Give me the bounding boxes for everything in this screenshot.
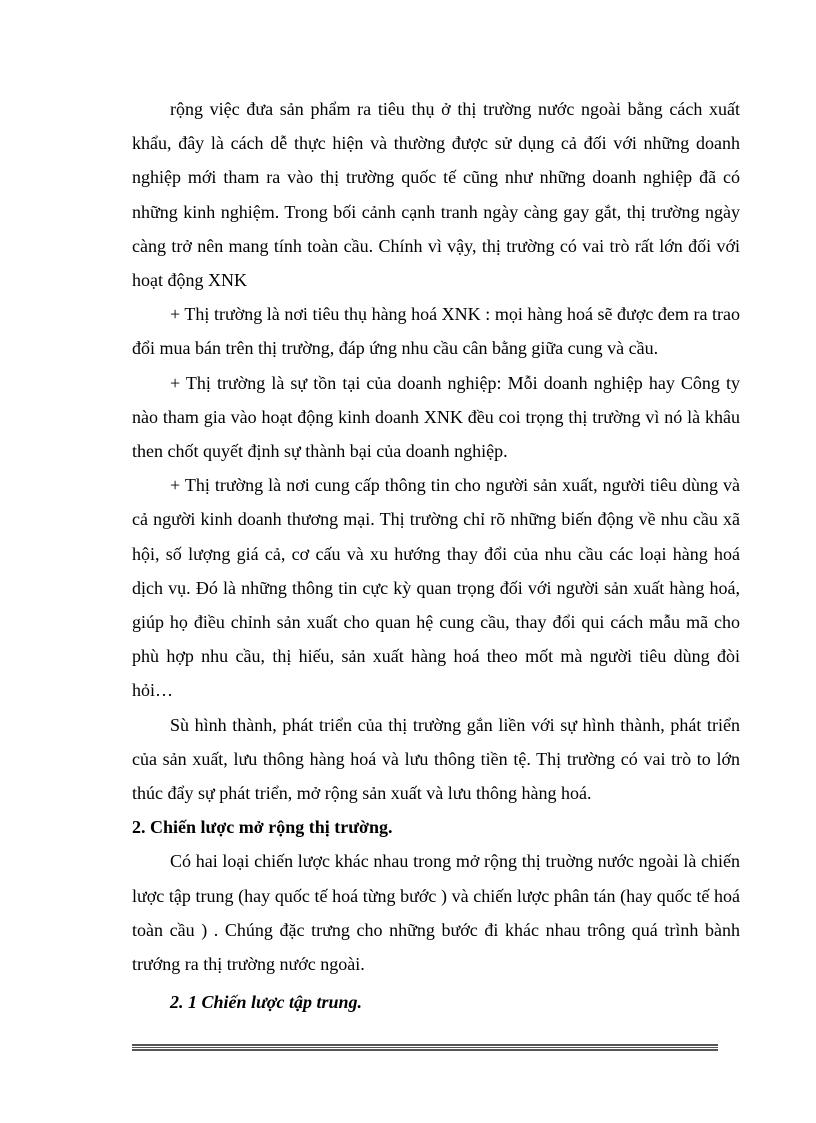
paragraph-market-existence: + Thị trường là sự tồn tại của doanh nghiệp: Mỗi doanh nghiệp hay Công ty nào tham gia vào hoạt động kinh doanh XNK đều coi trọng thị trường vì nó là khâu then chốt quyết định sự thành bại của doanh nghiệp. (132, 372, 740, 462)
paragraph-continuation: rộng việc đưa sản phẩm ra tiêu thụ ở thị trường nước ngoài bằng cách xuất khẩu, đây là cách dễ thực hiện và thường được sử dụng cả đối với những doanh nghiệp mới tham ra vào thị trường quốc tế cũng như những doanh nghiệp đã có những kinh nghiệm. Trong bối cảnh cạnh tranh ngày càng gay gắt, thị trường ngày càng trở nên mang tính toàn cầu. Chính vì vậy, thị trường có vai trò rất lớn đối với hoạt động XNK (132, 99, 740, 291)
subsection-heading: 2. 1 Chiến lược tập trung. (170, 992, 362, 1013)
paragraph-strategy-types: Có hai loại chiến lược khác nhau trong mở rộng thị truờng nước ngoài là chiến lược tập trung (hay quốc tế hoá từng bước ) và chiến lược phân tán (hay quốc tế hoá toàn cầu ) . Chúng đặc trưng cho những bước đi khác nhau trông quá trình bành trướng ra thị trường nước ngoài. (132, 851, 740, 975)
document-body (132, 92, 740, 1019)
paragraph-market-consumption: + Thị trường là nơi tiêu thụ hàng hoá XNK : mọi hàng hoá sẽ được đem ra trao đổi mua bán trên thị trường, đáp ứng nhu cầu cân bằng giữa cung và cầu. (132, 304, 740, 359)
section-heading: 2. Chiến lược mở rộng thị trường. (132, 817, 393, 838)
paragraph-market-information: + Thị trường là nơi cung cấp thông tin cho người sản xuất, người tiêu dùng và cả người kinh doanh thương mại. Thị trường chỉ rõ những biến động về nhu cầu xã hội, số lượng giá cả, cơ cấu và xu hướng thay đổi của nhu cầu các loại hàng hoá dịch vụ. Đó là những thông tin cực kỳ quan trọng đối với người sản xuất hàng hoá, giúp họ điều chỉnh sản xuất cho quan hệ cung cầu, thay đổi qui cách mẫu mã cho phù hợp nhu cầu, thị hiếu, sản xuất hàng hoá theo mốt mà người tiêu dùng đòi hỏi… (132, 475, 740, 701)
footer-divider (132, 1044, 718, 1051)
paragraph-market-formation: Sù hình thành, phát triển của thị trường gắn liền với sự hình thành, phát triển của sản xuất, lưu thông hàng hoá và lưu thông tiền tệ. Thị trường có vai trò to lớn thúc đẩy sự phát triển, mở rộng sản xuất và lưu thông hàng hoá. (132, 714, 740, 804)
